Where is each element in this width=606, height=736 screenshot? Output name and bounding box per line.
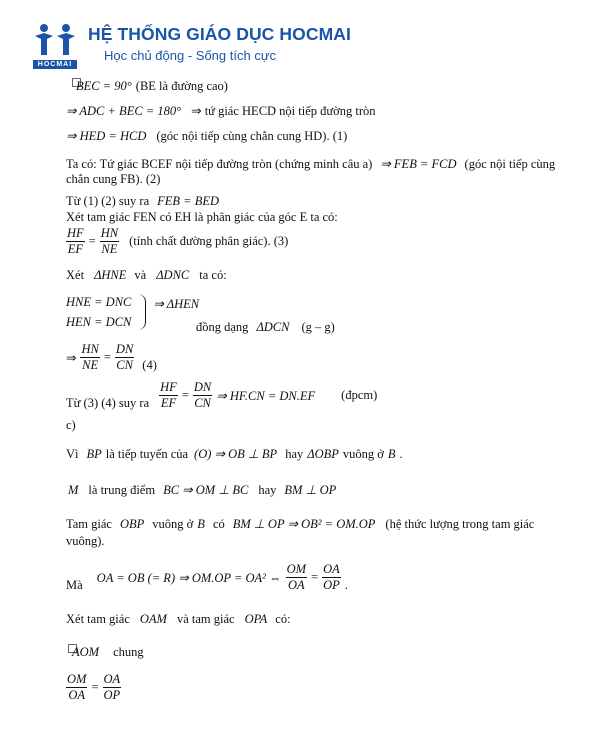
line-14 [68,482,336,498]
angle-eq-math: ⇒ HED = HCD [66,129,147,143]
fraction: $\frac{HF}{EF}$ [160,380,177,410]
statement-text: Xét tam giác [66,612,130,626]
line-19 [68,644,144,660]
line-18 [66,612,291,627]
statement-text: vuông ở [342,446,384,461]
brace-icon [138,294,146,330]
hocmai-logo [33,22,77,68]
statement-text: vuông ở [152,516,194,531]
fraction: $\frac{OM}{OA}$ [286,562,307,592]
result-math: ⇒ ΔHEN [153,297,200,311]
equation-number: (4) [142,358,157,372]
statement-text: Từ (1) (2) suy ra [66,194,150,208]
equals-sign: = [91,680,99,694]
fraction: $\frac{DN}{CN}$ [193,380,212,410]
statement-text: có [212,516,225,531]
line-8 [66,226,288,257]
statement-text: hay [258,482,277,497]
result-math: ⇒ HF.CN = DN.EF [216,388,316,403]
relation-math: OA = OB (= R) ⇒ OM.OP = OA² ⇔ [96,570,282,585]
line-17 [66,562,348,593]
statement-text: Mà [66,578,83,592]
angle-eq-math: ⇒ FEB = FCD [380,157,457,171]
triangle-math: OPA [244,612,268,626]
line-7: Xét tam giác FEN có EH là phân giác của góc E ta có: [66,210,338,224]
equals-sign: = [311,570,319,584]
relation-math: BM ⊥ OP ⇒ OB² = OM.OP [232,517,376,531]
fraction: $\frac{HN}{NE}$ [81,342,99,372]
statement-text: ⇒ tứ giác HECD nội tiếp đường tròn [191,104,376,118]
fraction: $\frac{OM}{OA}$ [67,672,87,702]
line-2 [66,103,376,119]
note-text: (góc nội tiếp cùng chắn cung HD). (1) [156,128,348,143]
note-text: chung [113,644,144,659]
equals-sign: = [103,350,111,364]
triangle-math: ΔOBP [307,446,339,461]
line-16: vuông). [66,534,105,548]
statement-text: và [134,268,147,282]
triangle-math: OBP [119,516,145,531]
angle-math: AOM [68,644,99,660]
angle-eq-math: BEC = 90° [72,78,132,94]
statement-text: ta có: [199,268,227,282]
equals-sign: = [181,388,189,402]
angle-eq-math: HNE = DNC [66,295,132,309]
line-10 [66,342,157,373]
triangle-math: OAM [139,612,167,626]
fraction: $\frac{DN}{CN}$ [115,342,134,372]
line-13 [66,446,403,462]
line-15 [66,516,534,532]
statement-text: Xét [66,268,85,282]
triangle-math: ΔDCN [256,320,290,334]
segment-math: BP [86,446,102,461]
perp-math: BM ⊥ OP [284,483,337,497]
line-3 [66,128,347,144]
angle-eq-math: FEB = BED [157,194,220,208]
line-5: chắn cung FB). (2) [66,172,161,186]
qed-text: (đpcm) [341,388,378,402]
angle-sum-math: ⇒ ADC + BEC = 180° [66,104,182,118]
note-text: (g – g) [301,320,335,334]
statement-text: Ta có: Tứ giác BCEF nội tiếp đường tròn (chứng minh câu a) [66,156,373,171]
part-c-label: c) [66,418,76,432]
angle-eq-math: HEN = DCN [66,315,132,329]
statement-text: đồng dạng [196,320,249,334]
note-text: (hệ thức lượng trong tam giác [385,516,535,531]
statement-text: hay [285,446,304,461]
equals-sign: = [88,234,96,248]
note-text: (tính chất đường phân giác). (3) [129,234,289,248]
period: . [399,446,403,461]
fraction: $\frac{OA}{OP}$ [323,562,340,592]
point-math: B [387,446,396,461]
line-20 [66,672,121,703]
statement-text: và tam giác [176,612,235,626]
fraction: $\frac{OA}{OP}$ [103,672,121,702]
period: . [344,578,348,592]
logo-tag: HOCMAI [33,60,77,69]
statement-text: Từ (3) (4) suy ra [66,396,150,410]
perp-math: BC ⇒ OM ⊥ BC [163,483,249,497]
triangle-math: ΔHNE [94,268,127,282]
fraction: $\frac{HN}{NE}$ [100,226,119,256]
triangle-math: ΔDNC [156,268,190,282]
statement-text: Vì [66,446,79,461]
line-1 [72,78,228,94]
statement-text: là trung điểm [88,482,156,497]
statement-text: có: [275,612,291,626]
fraction: $\frac{HF}{EF}$ [67,226,84,256]
line-9 [66,268,227,283]
note-text: (góc nội tiếp cùng [464,156,556,171]
statement-text: Tam giác [66,516,112,531]
point-math: B [197,516,205,531]
brand-title: HỆ THỐNG GIÁO DỤC HOCMAI [88,24,351,44]
logo-people-icon [33,22,77,56]
system-lines [66,292,131,332]
perp-math: (O) ⇒ OB ⊥ BP [194,447,278,461]
line-11 [66,380,377,411]
similarity-line [196,320,335,335]
line-6 [66,194,219,209]
line-4 [66,156,555,172]
implies-sign: ⇒ [66,350,77,365]
statement-text: là tiếp tuyến của [105,446,189,461]
equation-system [66,292,199,332]
point-math: M [68,482,79,497]
note-text: (BE là đường cao) [135,78,228,93]
brand-slogan: Học chủ động - Sống tích cực [104,48,277,63]
